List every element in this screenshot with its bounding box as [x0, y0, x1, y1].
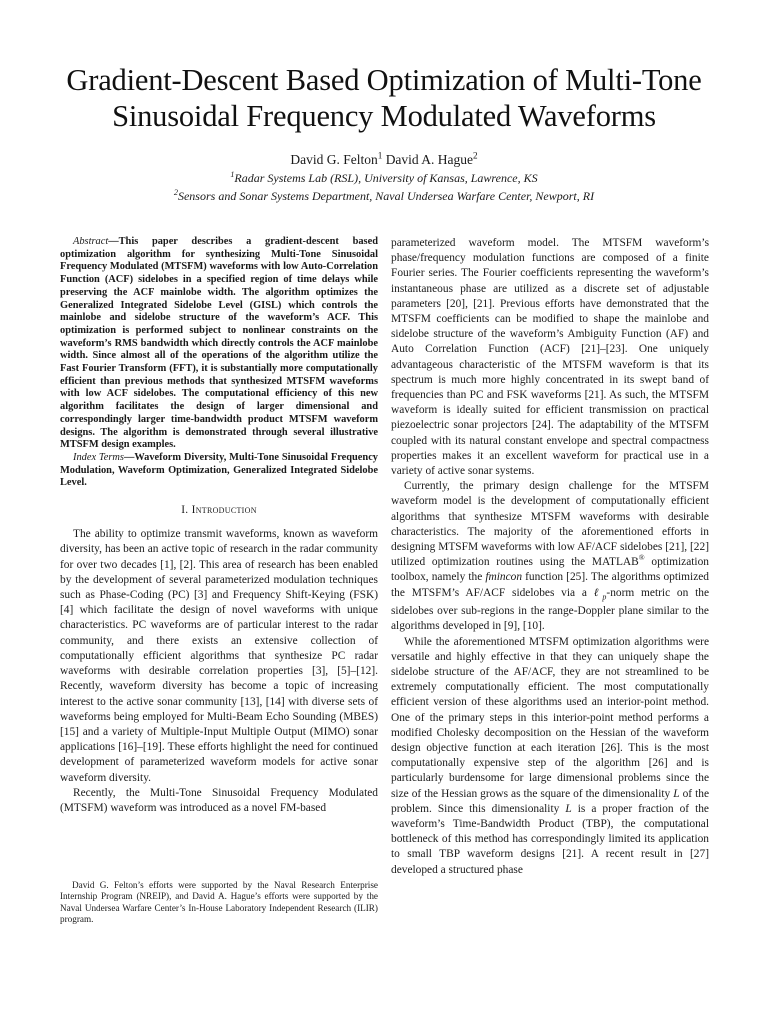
registered-mark: ® — [638, 553, 645, 563]
text-run: While the aforementioned MTSFM optimization algorithms were versatile and highly effective in that they can uniquely shape the sidelobe structure of the AF/ACF, they are not streamlined to be extremely computationally efficient. The most computationally efficient version of these algorithms used an interior-point method. One of the primary steps in this interior-point method performs a modified Cholesky decomposition on the Hessian of the waveform design objective function at each iteration [26]. This is the most computationally expensive step of the algorithm [26] and is particularly burdensome for large dimensional problems since the size of the Hessian grows as the square of the dimensionality — [391, 635, 709, 800]
math-symbol: L — [565, 802, 572, 815]
paper-title: Gradient-Descent Based Optimization of Multi-Tone Sinusoidal Frequency Modulated Waveforms — [66, 63, 702, 133]
footnote: David G. Felton’s efforts were supported by the Naval Research Enterprise Internship Program (NREIP), and David A. Hague’s efforts were supported by the Naval Undersea Warfare Center’s In-House Laboratory Independent Research (ILIR) program. — [60, 880, 378, 925]
affiliation-mark: 1 — [230, 170, 235, 179]
text-run: function [25]. The algorithms optimized the MTSFM’s AF/ACF sidelobes via a — [391, 571, 709, 599]
function-name: fmincon — [485, 571, 523, 584]
body-paragraph: parameterized waveform model. The MTSFM waveform’s phase/frequency modulation functions are composed of a finite Fourier series. The Fourier coefficients representing the waveform’s instantaneous phase are utilized as a discrete set of adjustable parameters [20], [21]. Previous efforts have demonstrated that the MTSFM coefficients can be modified to shape the mainlobe and sidelobe structure of the waveform’s Ambiguity Function (AF) and Auto Correlation Function (ACF) [21]–[23]. One uniquely advantageous characteristic of the MTSFM waveform is that its spectrum is much more highly concentrated in its swept band of frequencies than PC and FSK waveforms [21]. As such, the MTSFM waveform is ideally suited for efficient transmission on practical piezoelectric sonar projectors [24]. The adaptability of the MTSFM coupled with its natural constant envelope and spectral compactness properties makes it an excellent waveform for practical use in a variety of active sonar systems. — [391, 237, 709, 478]
text-run: is a proper fraction of the waveform’s Time-Bandwidth Product (TBP), the computational bottleneck of this method has correspondingly limited its application to small TBP waveform designs [21]. A recent result in [27] developed a structured phase — [391, 802, 709, 876]
index-terms-text: —Waveform Diversity, Multi-Tone Sinusoidal Frequency Modulation, Waveform Optimization, Generalized Integrated Sidelobe Level. — [60, 451, 378, 489]
affiliation-2 — [0, 189, 768, 204]
affiliation-text: Sensors and Sonar Systems Department, Naval Undersea Warfare Center, Newport, RI — [177, 189, 595, 203]
author-name: David G. Felton — [290, 152, 378, 167]
right-column — [391, 236, 709, 878]
abstract-text: —This paper describes a gradient-descent based optimization algorithm for synthesizing Multi-Tone Sinusoidal Frequency Modulated (MTSFM) waveforms with low Auto-Correlation Function (ACF) sidelobes in a specified region of time delays while preserving the ACF mainlobe width. The algorithm optimizes the Generalized Integrated Sidelobe Level (GISL) which controls the mainlobe and sidelobe structure of the waveform’s ACF. This optimization is performed subject to nonlinear constraints on the waveform’s RMS bandwidth which directly controls the ACF mainlobe width. Since almost all of the operations of the algorithm utilize the Fast Fourier Transform (FFT), it is substantially more computationally efficient than previous methods that synthesized MTSFM waveforms with low ACF sidelobes. The computational efficiency of this new algorithm facilitates the design of larger dimensional and correspondingly larger time-bandwidth product MTSFM waveform designs. The algorithm is demonstrated through several illustrative MTSFM design examples. — [60, 236, 378, 451]
body-paragraph — [391, 635, 709, 878]
math-symbol: ℓ — [593, 586, 603, 599]
author-name: David A. Hague — [385, 152, 474, 167]
body-paragraph: Recently, the Multi-Tone Sinusoidal Frequency Modulated (MTSFM) waveform was introduced as a novel FM-based — [60, 786, 378, 814]
affiliation-mark: 2 — [173, 188, 178, 197]
abstract — [60, 236, 378, 452]
math-symbol: L — [673, 787, 680, 800]
body-paragraph: The ability to optimize transmit waveforms, known as waveform diversity, has been an active topic of research in the radar community for over two decades [1], [2]. This area of research has been enabled by the development of several parameterized modulation techniques such as Phase-Coding (PC) [3] and Frequency Shift-Keying (FSK) [4] which facilitate the design of novel waveforms with unique characteristics. PC waveforms are of particular interest to the radar community, and there exists an extensive collection of computationally efficient algorithms that synthesize PC radar waveforms with desirable correlation properties [3], [5]–[12]. Recently, waveform diversity has become a topic of increasing interest to the active sonar community [13], [14] with diverse sets of waveforms being employed for Multi-Beam Echo Sounding (MBES) [15] and a variety of Multiple-Input Multiple Output (MIMO) sonar applications [16]–[19]. These efforts highlight the need for continued development of parameterized waveform models for active sonar waveform diversity. — [60, 528, 378, 784]
abstract-label: Abstract — [73, 236, 109, 247]
affiliation-mark: 2 — [473, 150, 478, 161]
text-run: of the problem. Since this dimensionality — [391, 787, 709, 815]
section-heading — [60, 503, 378, 518]
index-terms — [60, 452, 378, 490]
section-title: Introduction — [191, 504, 257, 517]
index-terms-label: Index Terms — [73, 451, 124, 463]
author-line — [0, 151, 768, 168]
affiliation-1 — [0, 171, 768, 186]
left-column — [60, 236, 378, 816]
affiliation-text: Radar Systems Lab (RSL), University of Kansas, Lawrence, KS — [234, 171, 538, 185]
section-number: I. — [181, 504, 189, 517]
body-paragraph — [391, 479, 709, 634]
affiliation-mark: 1 — [377, 150, 383, 161]
text-run: -norm metric on the sidelobes over sub-regions in the range-Doppler plane similar to the algorithms developed in [9], [10]. — [391, 586, 709, 633]
math-subscript: p — [602, 591, 607, 601]
text-run: optimization toolbox, namely the — [391, 556, 709, 584]
text-run: Currently, the primary design challenge for the MTSFM waveform model is the development of computationally efficient algorithms that synthesize MTSFM waveforms with desirable characteristics. The majority of the aforementioned efforts in designing MTSFM waveforms with low AF/ACF sidelobes [21], [22] utilized optimization routines using the MATLAB — [391, 480, 709, 569]
